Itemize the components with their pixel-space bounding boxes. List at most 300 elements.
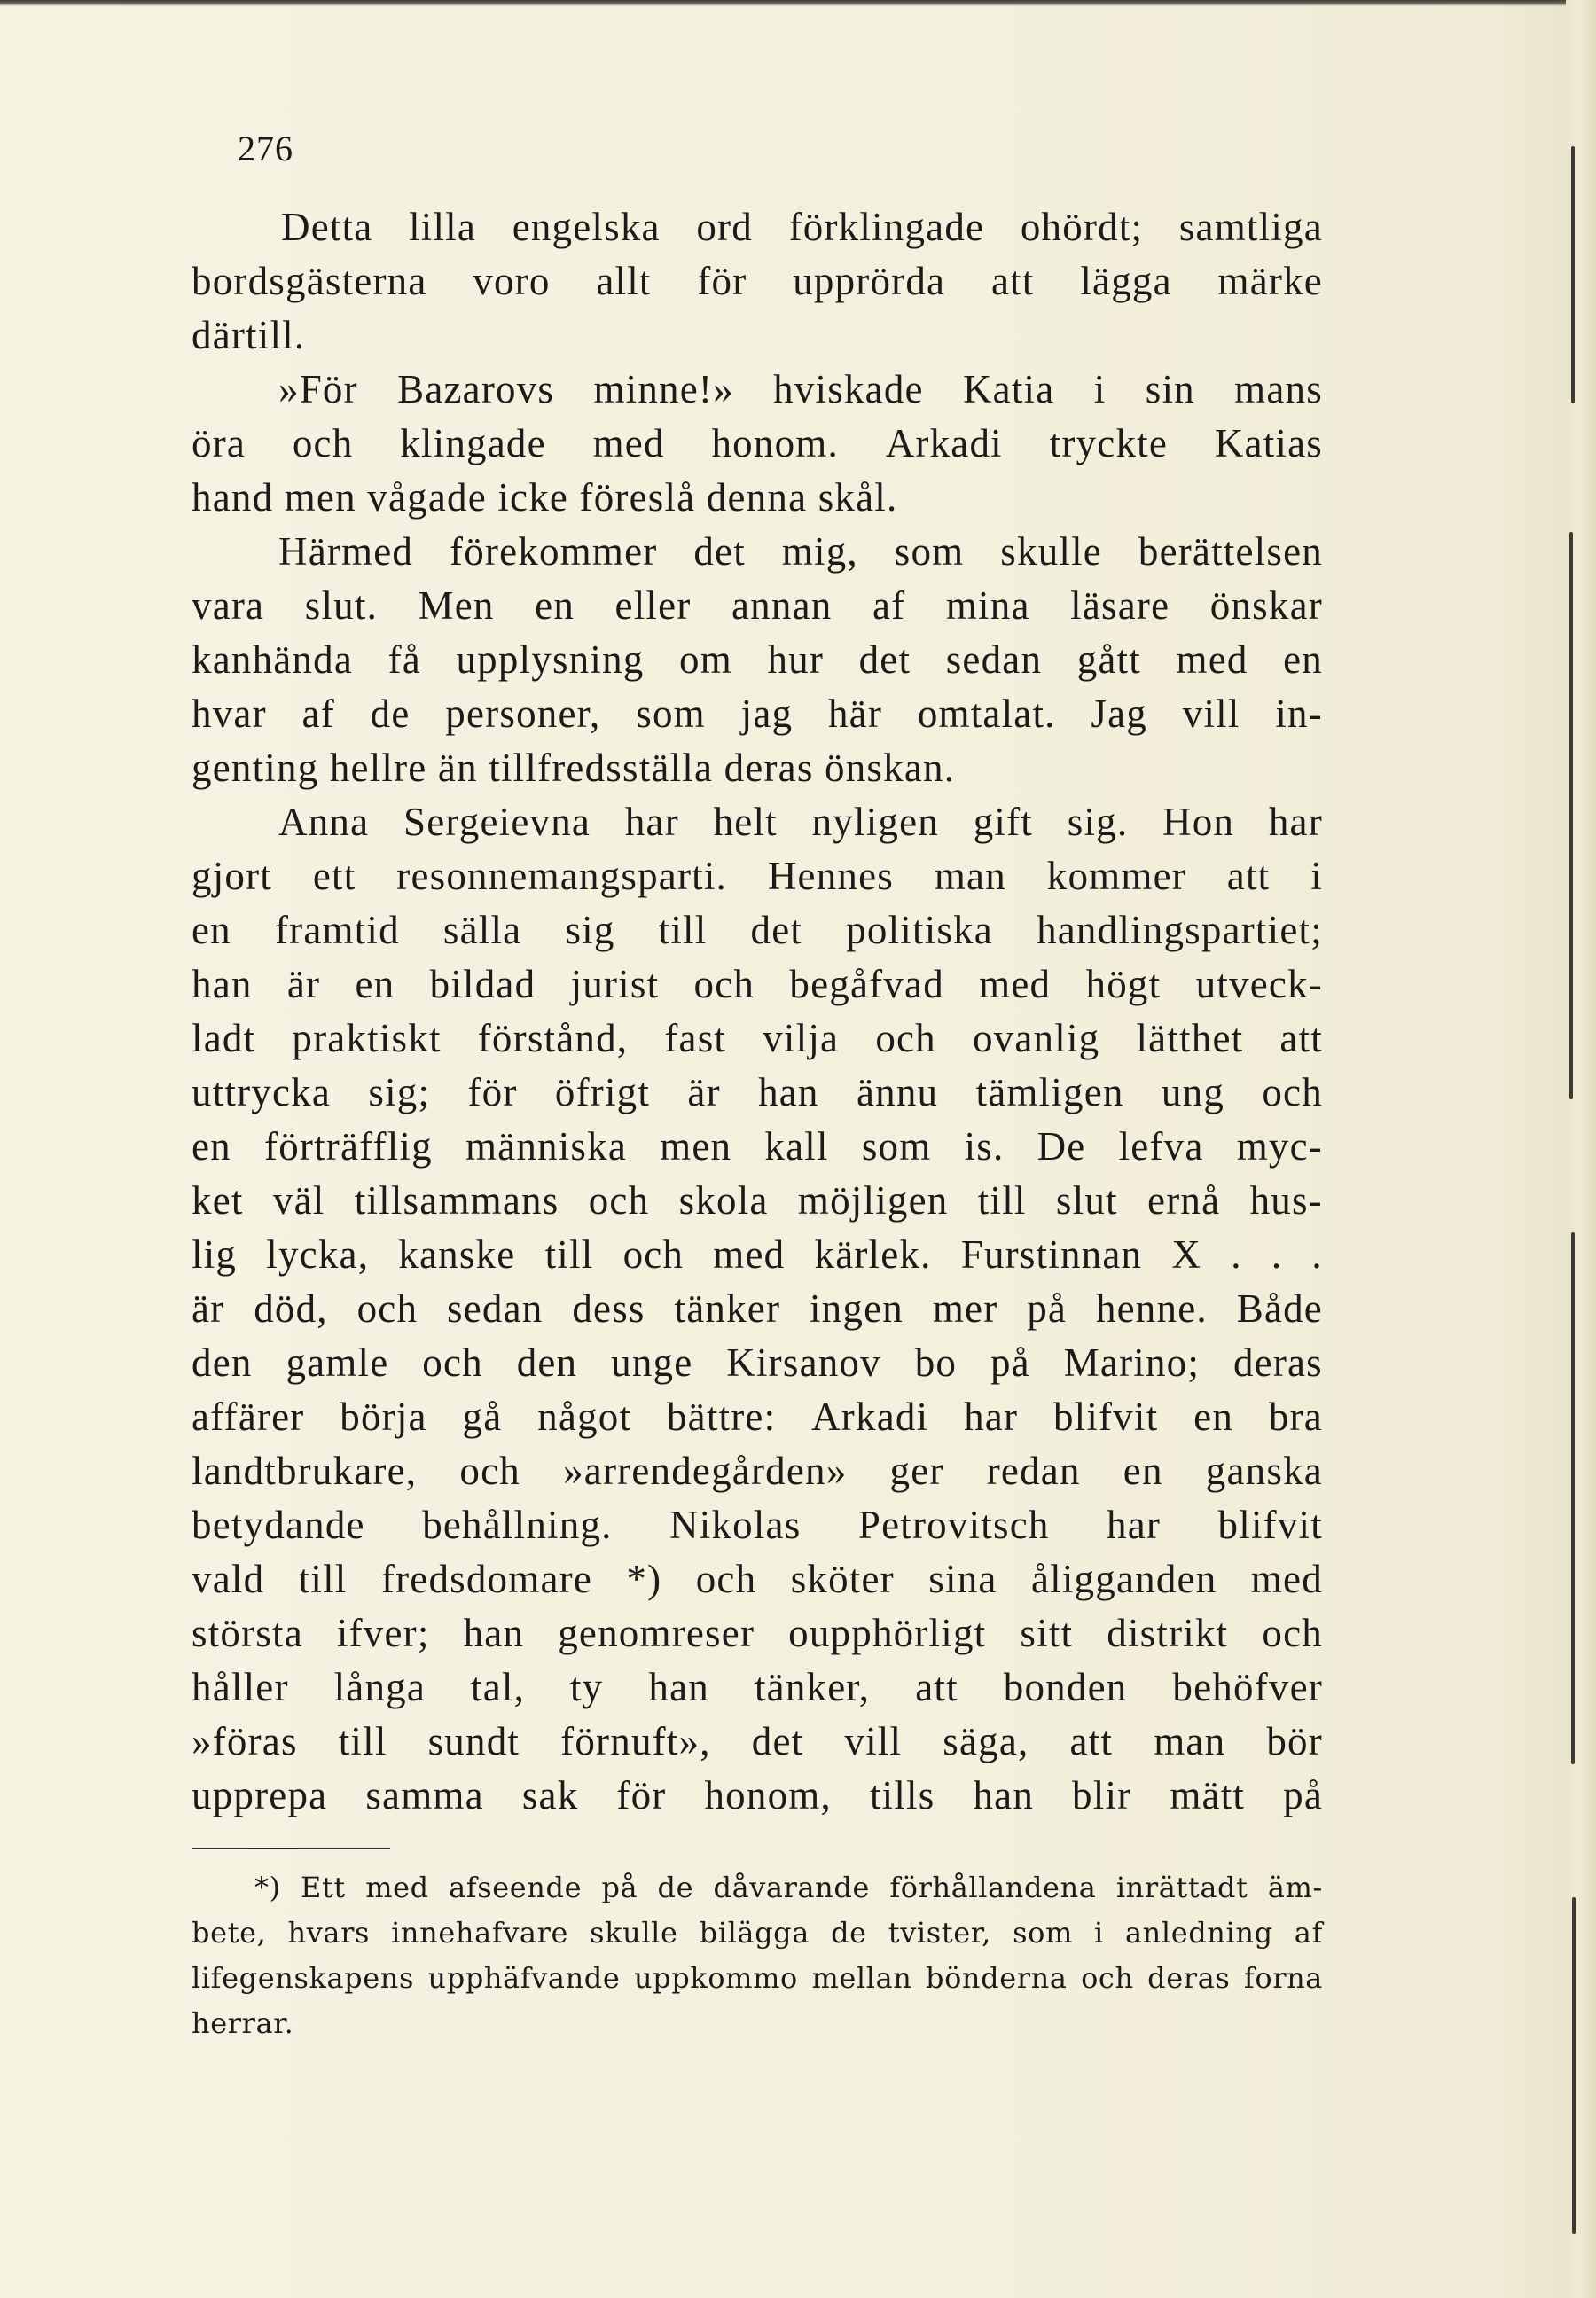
word: anledning: [1124, 1916, 1273, 1950]
word: handlingspartiet;: [1037, 908, 1323, 952]
word: berättelsen: [1138, 529, 1323, 574]
word: praktiskt: [292, 1016, 442, 1060]
text-line: [192, 958, 1323, 1012]
word: börja: [340, 1395, 427, 1439]
word: upphäfvande: [427, 1961, 621, 1995]
text-line: [192, 1552, 1323, 1606]
word: den: [192, 1340, 253, 1385]
text-line: [192, 417, 1323, 471]
word: *): [254, 1871, 281, 1904]
word: håller: [192, 1665, 289, 1709]
word: sak: [521, 1773, 579, 1817]
word: hur: [767, 637, 825, 682]
word: personer,: [445, 692, 601, 736]
word: tal,: [471, 1665, 526, 1709]
binding-thread-mark: [1572, 1897, 1576, 2234]
word: tämligen: [975, 1070, 1124, 1114]
word: kanhända: [192, 637, 354, 682]
word: ohördt;: [1020, 205, 1144, 249]
word: och: [875, 1016, 936, 1060]
word: skulle: [590, 1916, 678, 1950]
text-line: [192, 363, 1323, 417]
word: för: [616, 1773, 667, 1817]
word: som: [861, 1124, 932, 1169]
word: till: [658, 908, 708, 952]
word: behållning.: [422, 1503, 613, 1547]
word: till: [977, 1178, 1027, 1223]
word: ty: [570, 1665, 604, 1709]
text-line: [192, 1228, 1323, 1282]
word: deras: [1147, 1961, 1231, 1995]
word: en: [535, 583, 575, 628]
text-line: hand men vågade icke föreslå denna skål.: [192, 475, 898, 520]
word: största: [192, 1611, 303, 1655]
word: .: [1231, 1232, 1242, 1277]
word: är: [687, 1070, 721, 1114]
word: med: [713, 1232, 786, 1277]
word: och: [693, 962, 755, 1006]
text-line: [192, 1336, 1323, 1390]
word: eller: [614, 583, 692, 628]
text-line: [192, 1120, 1323, 1174]
word: X: [1171, 1232, 1202, 1277]
word: bra: [1268, 1395, 1323, 1439]
word: på: [1283, 1773, 1323, 1817]
word: blir: [1072, 1773, 1132, 1817]
text-line: [192, 1606, 1323, 1661]
word: som: [894, 529, 965, 574]
word: de: [831, 1916, 867, 1950]
word: Jag: [1091, 692, 1147, 736]
word: nyligen: [811, 800, 939, 844]
word: blifvit: [1052, 1395, 1159, 1439]
text-line: [192, 1769, 1323, 1823]
word: de: [657, 1871, 694, 1904]
word: sig.: [1067, 800, 1129, 844]
word: Arkadi: [885, 421, 1003, 465]
page-top-edge: [0, 0, 1596, 6]
word: är: [192, 1286, 225, 1331]
word: gå: [462, 1395, 503, 1439]
word: på: [990, 1340, 1030, 1385]
word: Marino;: [1063, 1340, 1201, 1385]
word: Hon: [1162, 800, 1235, 844]
word: öfrigt: [554, 1070, 651, 1114]
text-line: genting hellre än tillfredsställa deras önskan.: [192, 746, 956, 790]
word: framtid: [274, 908, 400, 952]
word: betydande: [192, 1503, 365, 1547]
text-line: [192, 579, 1323, 633]
word: med: [592, 421, 665, 465]
word: »föras: [192, 1719, 298, 1763]
word: något: [537, 1395, 632, 1439]
word: Sergeievna: [403, 800, 591, 844]
word: blifvit: [1217, 1503, 1323, 1547]
word: i: [1093, 367, 1107, 411]
word: af: [1294, 1916, 1323, 1950]
word: Anna: [278, 800, 370, 844]
word: ganska: [1205, 1449, 1323, 1493]
word: Furstinnan: [960, 1232, 1143, 1277]
word: mer: [932, 1286, 998, 1331]
word: slut.: [304, 583, 379, 628]
word: lätthet: [1136, 1016, 1244, 1060]
word: en: [192, 1124, 231, 1169]
word: bildad: [429, 962, 536, 1006]
word: vill: [844, 1719, 903, 1763]
word: han: [648, 1665, 709, 1709]
word: Nikolas: [669, 1503, 802, 1547]
word: som: [1013, 1916, 1073, 1950]
binding-thread-mark: [1571, 1232, 1575, 1764]
word: en: [355, 962, 395, 1006]
word: henne.: [1095, 1286, 1208, 1331]
word: att: [915, 1665, 958, 1709]
word: upplysning: [456, 637, 645, 682]
word: .: [1271, 1232, 1283, 1277]
text-line: [192, 1661, 1323, 1715]
text-line: [192, 849, 1323, 903]
word: gått: [1076, 637, 1141, 682]
word: ifver;: [336, 1611, 430, 1655]
word: han: [192, 962, 253, 1006]
word: möjligen: [797, 1178, 949, 1223]
word: ket: [192, 1178, 244, 1223]
word: Detta: [281, 205, 373, 249]
word: förklingade: [788, 205, 985, 249]
text-line: [192, 633, 1323, 687]
word: bör: [1266, 1719, 1323, 1763]
footnote-divider: [192, 1848, 390, 1849]
word: Katia: [962, 367, 1055, 411]
word: innehafvare: [391, 1916, 569, 1950]
word: voro: [473, 259, 551, 303]
word: bonden: [1003, 1665, 1128, 1709]
word: kärlek.: [814, 1232, 932, 1277]
word: på: [601, 1871, 638, 1904]
word: landtbrukare,: [192, 1449, 418, 1493]
word: .: [1311, 1232, 1323, 1277]
word: död,: [254, 1286, 328, 1331]
word: och: [459, 1449, 520, 1493]
word: gjort: [192, 854, 272, 898]
word: åligganden: [1030, 1557, 1217, 1601]
text-line: [192, 795, 1323, 849]
text-line: [192, 1498, 1323, 1552]
footnote-line: [192, 1956, 1323, 2001]
text-line: [192, 1444, 1323, 1498]
word: vill: [1182, 692, 1240, 736]
word: af: [301, 692, 335, 736]
word: långa: [333, 1665, 426, 1709]
word: man: [934, 854, 1006, 898]
word: säga,: [943, 1719, 1029, 1763]
word: önskar: [1209, 583, 1323, 628]
footnote-line: herrar.: [192, 2006, 294, 2040]
footnote: [192, 1865, 1323, 2046]
word: det: [750, 908, 803, 952]
word: mina: [945, 583, 1030, 628]
word: Ett: [301, 1871, 346, 1904]
word: sundt: [427, 1719, 520, 1763]
text-line: [192, 1012, 1323, 1066]
word: i: [1094, 1916, 1104, 1950]
word: mans: [1234, 367, 1323, 411]
word: engelska: [512, 205, 661, 249]
word: uppkommo: [633, 1961, 798, 1995]
word: Petrovitsch: [857, 1503, 1050, 1547]
word: en: [192, 908, 231, 952]
word: jag: [740, 692, 794, 736]
word: man: [1154, 1719, 1226, 1763]
text-line: [192, 1282, 1323, 1336]
word: Men: [418, 583, 495, 628]
word: begåfvad: [789, 962, 944, 1006]
word: ladt: [192, 1016, 256, 1060]
word: det: [693, 529, 746, 574]
word: få: [387, 637, 421, 682]
word: tillsammans: [354, 1178, 559, 1223]
word: skulle: [1000, 529, 1102, 574]
word: mätt: [1170, 1773, 1246, 1817]
word: till: [298, 1557, 348, 1601]
word: här: [827, 692, 883, 736]
word: i: [1310, 854, 1323, 898]
word: gamle: [286, 1340, 389, 1385]
word: Härmed: [278, 529, 414, 574]
word: sedan: [447, 1286, 544, 1331]
footnote-line: [192, 1865, 1323, 1911]
word: om: [679, 637, 732, 682]
word: tills: [869, 1773, 935, 1817]
word: bönderna: [925, 1961, 1068, 1995]
word: och: [1262, 1611, 1323, 1655]
word: sköter: [790, 1557, 895, 1601]
word: den: [516, 1340, 578, 1385]
word: lägga: [1080, 259, 1172, 303]
word: till: [544, 1232, 594, 1277]
binding-thread-mark: [1569, 532, 1573, 1099]
word: Hennes: [767, 854, 895, 898]
word: vara: [192, 583, 265, 628]
word: det: [751, 1719, 804, 1763]
word: is.: [964, 1124, 1005, 1169]
word: och: [356, 1286, 419, 1331]
word: med: [1176, 637, 1248, 682]
text-line: [192, 254, 1323, 309]
word: han: [758, 1070, 819, 1114]
word: mig,: [781, 529, 858, 574]
word: ord: [696, 205, 753, 249]
word: myc-: [1236, 1124, 1323, 1169]
word: som: [636, 692, 706, 736]
word: vilja: [763, 1016, 840, 1060]
word: Arkadi: [811, 1395, 929, 1439]
word: hus-: [1249, 1178, 1323, 1223]
word: är: [286, 962, 321, 1006]
word: har: [964, 1395, 1019, 1439]
word: unge: [611, 1340, 693, 1385]
word: han: [463, 1611, 525, 1655]
word: honom,: [704, 1773, 832, 1817]
word: öra: [192, 421, 246, 465]
word: för: [697, 259, 747, 303]
word: lifegenskapens: [192, 1961, 415, 1995]
word: med: [979, 962, 1052, 1006]
word: af: [872, 583, 906, 628]
word: De: [1037, 1124, 1086, 1169]
word: inrättadt: [1115, 1871, 1248, 1904]
word: fast: [664, 1016, 727, 1060]
word: kanske: [398, 1232, 516, 1277]
word: har: [1107, 1503, 1162, 1547]
word: *): [626, 1557, 662, 1601]
word: och: [588, 1178, 650, 1223]
word: de: [370, 692, 411, 736]
word: och: [422, 1340, 483, 1385]
word: behöfver: [1172, 1665, 1323, 1709]
word: affärer: [192, 1395, 305, 1439]
word: med: [365, 1871, 429, 1904]
word: klingade: [400, 421, 546, 465]
word: lilla: [409, 205, 477, 249]
text-line: [192, 1390, 1323, 1444]
text-line: [192, 525, 1323, 579]
word: jurist: [570, 962, 660, 1006]
word: tänker,: [754, 1665, 871, 1709]
word: utveck-: [1195, 962, 1323, 1006]
word: bättre:: [666, 1395, 777, 1439]
word: upprepa: [192, 1773, 328, 1817]
footnote-line: [192, 1911, 1323, 1956]
word: har: [624, 800, 679, 844]
word: oupphörligt: [788, 1611, 987, 1655]
word: sedan: [945, 637, 1043, 682]
word: Bazarovs: [397, 367, 555, 411]
word: dåvarande: [713, 1871, 871, 1904]
word: han: [973, 1773, 1035, 1817]
word: på: [1027, 1286, 1068, 1331]
word: en: [1123, 1449, 1163, 1493]
word: skola: [678, 1178, 769, 1223]
word: märke: [1217, 259, 1323, 303]
word: och: [1262, 1070, 1323, 1114]
word: in-: [1275, 692, 1323, 736]
word: för: [467, 1070, 518, 1114]
word: högt: [1085, 962, 1162, 1006]
text-line: [192, 1066, 1323, 1120]
word: deras: [1232, 1340, 1323, 1385]
word: samma: [365, 1773, 484, 1817]
word: ingen: [809, 1286, 904, 1331]
word: sig;: [368, 1070, 431, 1114]
word: en: [1283, 637, 1323, 682]
word: hviskade: [773, 367, 924, 411]
text-line: [192, 1715, 1323, 1769]
word: gift: [973, 800, 1034, 844]
word: och: [292, 421, 354, 465]
word: förekommer: [450, 529, 658, 574]
word: annan: [732, 583, 833, 628]
word: politiska: [846, 908, 993, 952]
word: slut: [1055, 1178, 1118, 1223]
word: tänker: [674, 1286, 781, 1331]
word: att: [990, 259, 1035, 303]
word: bordsgästerna: [192, 259, 427, 303]
word: väl: [272, 1178, 325, 1223]
word: Katias: [1214, 421, 1323, 465]
word: dess: [572, 1286, 645, 1331]
word: en: [1193, 1395, 1234, 1439]
word: kall: [764, 1124, 829, 1169]
word: hvar: [192, 692, 267, 736]
word: »För: [278, 367, 358, 411]
word: minne!»: [593, 367, 734, 411]
word: samtliga: [1178, 205, 1323, 249]
word: kommer: [1046, 854, 1186, 898]
word: bo: [914, 1340, 958, 1385]
word: lycka,: [266, 1232, 370, 1277]
word: ovanlig: [972, 1016, 1100, 1060]
word: sig: [565, 908, 615, 952]
body-text: [192, 200, 1323, 1823]
text-line: [192, 687, 1323, 741]
word: att: [1226, 854, 1271, 898]
word: Kirsanov: [726, 1340, 881, 1385]
word: har: [1268, 800, 1323, 844]
word: omtalat.: [917, 692, 1056, 736]
word: sitt: [1020, 1611, 1074, 1655]
word: och: [622, 1232, 685, 1277]
word: vald: [192, 1557, 265, 1601]
word: tvister,: [888, 1916, 991, 1950]
word: hvars: [287, 1916, 370, 1950]
word: lig: [192, 1232, 238, 1277]
word: fredsdomare: [380, 1557, 592, 1601]
word: forna: [1243, 1961, 1323, 1995]
word: bete,: [192, 1916, 267, 1950]
word: och: [695, 1557, 757, 1601]
word: till: [338, 1719, 387, 1763]
word: ännu: [856, 1070, 939, 1114]
word: afseende: [449, 1871, 583, 1904]
word: ernå: [1147, 1178, 1221, 1223]
text-line: [192, 200, 1323, 254]
word: tryckte: [1049, 421, 1169, 465]
page-binding-edge: [1566, 0, 1596, 2298]
word: uttrycka: [192, 1070, 332, 1114]
word: människa: [465, 1124, 628, 1169]
text-line: [192, 1174, 1323, 1228]
word: distrikt: [1107, 1611, 1229, 1655]
word: bilägga: [699, 1916, 810, 1950]
word: det: [858, 637, 911, 682]
word: med: [1250, 1557, 1323, 1601]
word: helt: [713, 800, 778, 844]
word: att: [1069, 1719, 1114, 1763]
word: lefva: [1118, 1124, 1204, 1169]
word: och: [1081, 1961, 1134, 1995]
word: förträfflig: [264, 1124, 433, 1169]
word: »arrendegården»: [563, 1449, 848, 1493]
word: förstånd,: [477, 1016, 629, 1060]
word: förhållandena: [889, 1871, 1097, 1904]
word: resonnemangsparti.: [396, 854, 728, 898]
word: läsare: [1070, 583, 1170, 628]
word: Både: [1236, 1286, 1323, 1331]
word: äm-: [1267, 1871, 1323, 1904]
word: men: [660, 1124, 732, 1169]
